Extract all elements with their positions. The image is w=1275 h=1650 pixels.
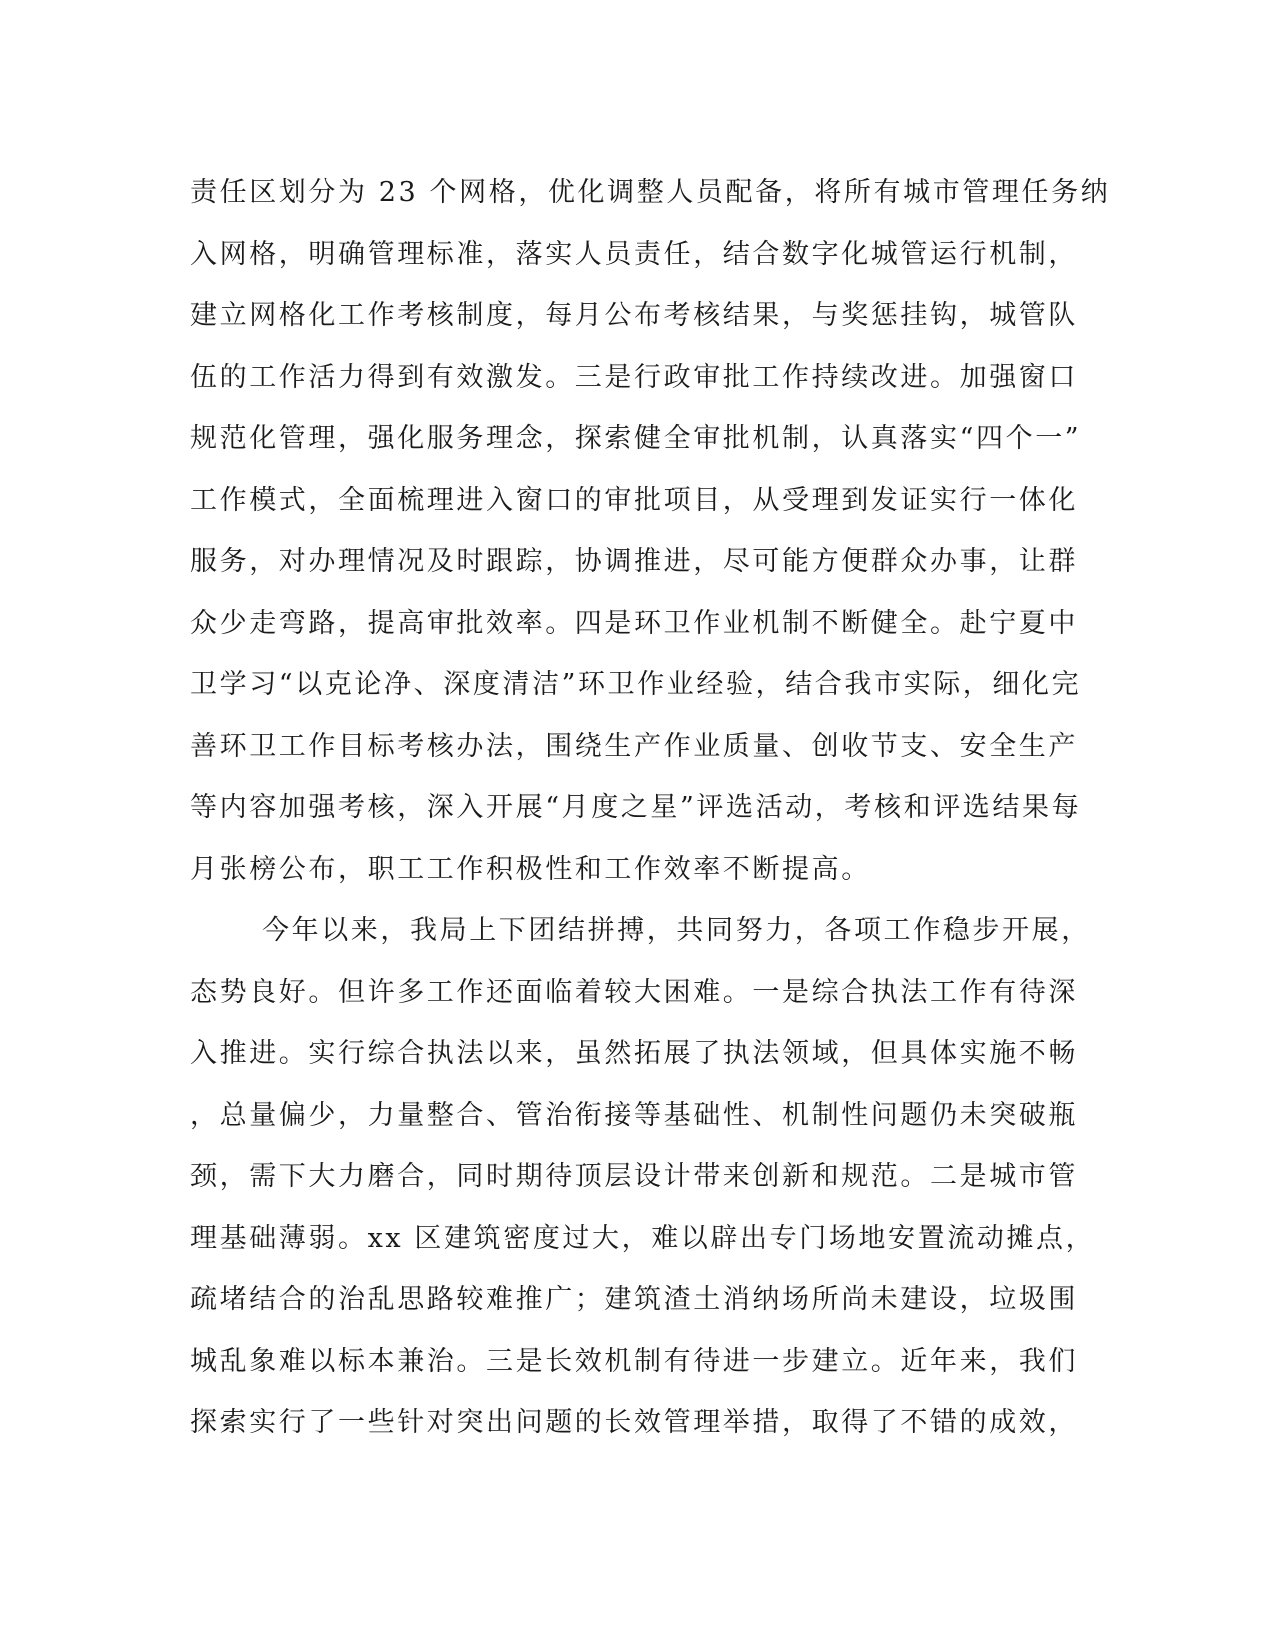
paragraph-1: [190, 162, 1111, 900]
text-line: 今年以来，我局上下团结拼搏，共同努力，各项工作稳步开展，: [262, 915, 1091, 946]
text-line: 入推进。实行综合执法以来，虽然拓展了执法领域，但具体实施不畅: [190, 1038, 1078, 1069]
text-line: 建立网格化工作考核制度，每月公布考核结果，与奖惩挂钩，城管队: [190, 300, 1078, 331]
text-line: 工作模式，全面梳理进入窗口的审批项目，从受理到发证实行一体化: [190, 484, 1078, 516]
text-line: 月张榜公布，职工工作积极性和工作效率不断提高。: [190, 853, 871, 885]
text-line: 颈，需下大力磨合，同时期待顶层设计带来创新和规范。二是城市管: [190, 1161, 1078, 1192]
text-line: 规范化管理，强化服务理念，探索健全审批机制，认真落实“四个一”: [190, 423, 1082, 454]
text-line: 服务，对办理情况及时跟踪，协调推进，尽可能方便群众办事，让群: [190, 546, 1078, 577]
text-line: 入网格，明确管理标准，落实人员责任，结合数字化城管运行机制，: [190, 238, 1078, 270]
text-line: 等内容加强考核，深入开展“月度之星”评选活动，考核和评选结果每: [190, 792, 1082, 823]
text-line: 善环卫工作目标考核办法，围绕生产作业质量、创收节支、安全生产: [190, 730, 1078, 762]
text-line: 疏堵结合的治乱思路较难推广；建筑渣土消纳场所尚未建设，垃圾围: [190, 1284, 1078, 1315]
text-line: 责任区划分为 23 个网格，优化调整人员配备，将所有城市管理任务纳: [190, 177, 1111, 208]
text-line: 众少走弯路，提高审批效率。四是环卫作业机制不断健全。赴宁夏中: [190, 607, 1078, 639]
text-line: 理基础薄弱。xx 区建筑密度过大，难以辟出专门场地安置流动摊点，: [190, 1222, 1096, 1254]
text-line: 态势良好。但许多工作还面临着较大困难。一是综合执法工作有待深: [190, 976, 1078, 1008]
text-line: ，总量偏少，力量整合、管治衔接等基础性、机制性问题仍未突破瓶: [190, 1099, 1078, 1131]
text-line: 探索实行了一些针对突出问题的长效管理举措，取得了不错的成效，: [190, 1407, 1078, 1438]
text-line: 伍的工作活力得到有效激发。三是行政审批工作持续改进。加强窗口: [190, 361, 1078, 393]
text-line: 城乱象难以标本兼治。三是长效机制有待进一步建立。近年来，我们: [190, 1345, 1078, 1377]
paragraph-2: [190, 900, 1096, 1454]
text-line: 卫学习“以克论净、深度清洁”环卫作业经验，结合我市实际，细化完: [190, 669, 1082, 700]
